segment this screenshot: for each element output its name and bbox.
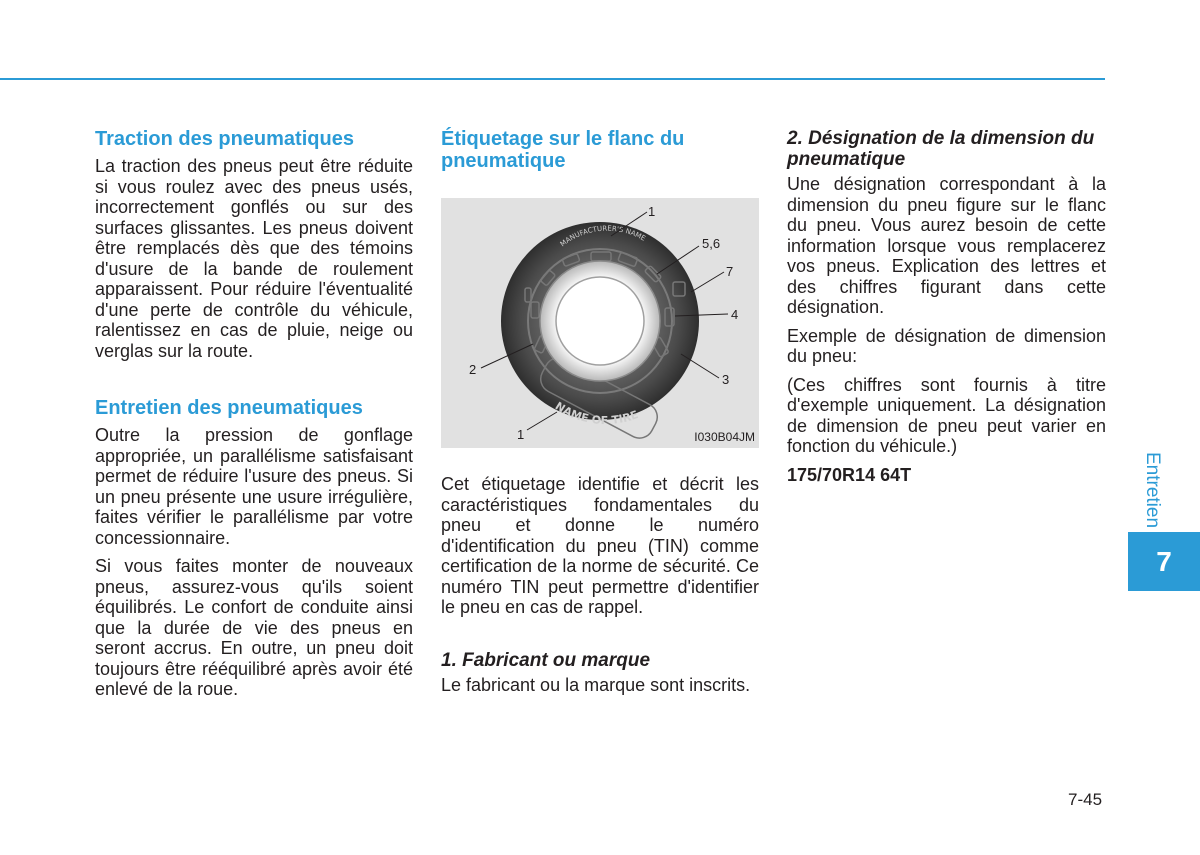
etiquetage-paragraph: Cet étiquetage identifie et décrit les caractéristiques fondamentales du pneu et donne le numéro d'identification du pneu (TIN) comme certification de la norme de sécurité. Ce numéro TIN peut permettre d'identifier le pneu en cas de rappel. (441, 474, 759, 617)
chapter-side-label: Entretien (1142, 451, 1164, 529)
header-rule (0, 78, 1105, 80)
callout-3: 3 (722, 372, 730, 387)
ring-text-top: MANUFACTURER'S NAME (558, 224, 647, 249)
callout-2: 2 (469, 362, 477, 377)
entretien-paragraph-2: Si vous faites monter de nouveaux pneus, assurez-vous qu'ils soient équilibrés. Le confort de conduite ainsi que la durée de vie des pneus en seront accrus. En outre, un pneu doit toujours être rééquilibré après avoir été enlevé de la roue. (95, 556, 413, 699)
section-title-etiquetage: Étiquetage sur le flanc du pneumatique (441, 128, 685, 172)
chapter-number-tab: 7 (1128, 532, 1200, 591)
tire-size-example: 175/70R14 64T (787, 464, 912, 485)
tire-illustration (441, 198, 759, 448)
column-right (787, 128, 1106, 493)
callout-5-6: 5,6 (702, 236, 721, 251)
page-number: 7-45 (1068, 790, 1103, 809)
dimension-paragraph-2: Exemple de désignation de dimension du pneu: (787, 325, 1106, 366)
subsection-title-fabricant: 1. Fabricant ou marque (441, 649, 651, 671)
wheel-center (556, 277, 644, 365)
tire-sidewall-figure (441, 198, 759, 448)
section-title-traction: Traction des pneumatiques (95, 128, 354, 150)
traction-paragraph: La traction des pneus peut être réduite si vous roulez avec des pneus usés, incorrectement gonflés ou sur des surfaces glissantes. Les pneus doivent être remplacés dès que des témoins d'usure de la bande de roulement apparaissent. Pour réduire l'éventualité d'une perte de contrôle du véhicule, ralentissez en cas de pluie, neige ou verglas sur la route. (95, 156, 413, 361)
callout-1-top: 1 (648, 204, 656, 219)
dimension-paragraph-3: (Ces chiffres sont fournis à titre d'exemple uniquement. La désignation de dimension de pneu peut varier en fonction du véhicule.) (787, 374, 1106, 456)
callout-4: 4 (731, 307, 739, 322)
dimension-paragraph-1: Une désignation correspondant à la dimension du pneu figure sur le flanc du pneu. Vous aurez besoin de cette information lorsque vous remplacerez vos pneus. Explication des lettres et des chiffres figurant dans cette désignation. (787, 174, 1106, 317)
entretien-paragraph-1: Outre la pression de gonflage appropriée, un parallélisme satisfaisant permet de réduire l'usure des pneus. Si un pneu présente une usure irrégulière, faites vérifier le parallélisme par votre concessionnaire. (95, 425, 413, 548)
callout-1-bottom: 1 (517, 427, 525, 442)
figure-code: I030B04JM (694, 430, 755, 444)
column-middle (441, 128, 759, 703)
callout-7: 7 (726, 264, 734, 279)
fabricant-paragraph: Le fabricant ou la marque sont inscrits. (441, 674, 751, 695)
column-left (95, 128, 413, 708)
subsection-title-dimension: 2. Désignation de la dimension du pneumatique (787, 128, 1095, 170)
section-title-entretien: Entretien des pneumatiques (95, 397, 363, 419)
ring-text-bottom: NAME OF TIRE (552, 399, 640, 428)
